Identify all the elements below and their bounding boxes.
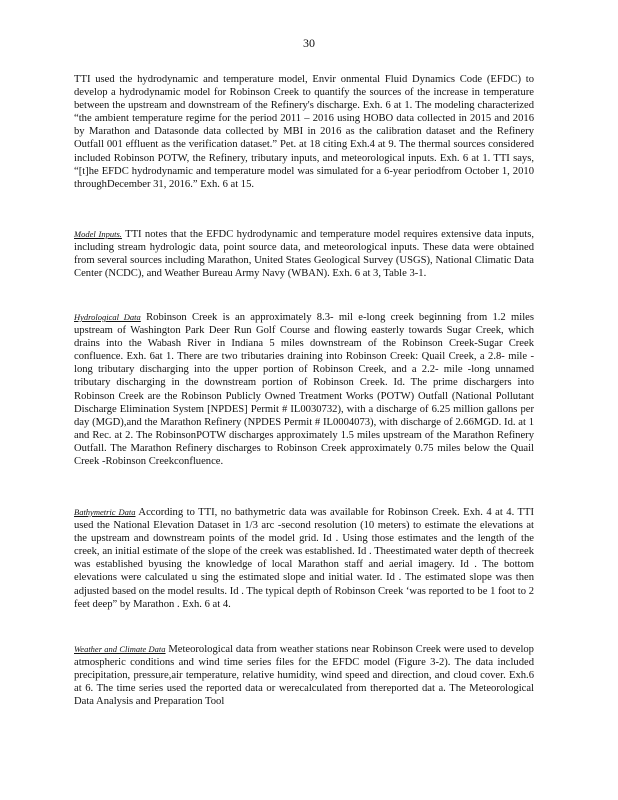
paragraph-text: TTI used the hydrodynamic and temperature model, Envir onmental Fluid Dynamics Code (EFDC) to develop a hydrodynamic model for Robinson Creek to quantify the sources of the increase in temperature between the upstream and downstream of the Refinery's discharge. Exh. 6 at 1. The modeling characterized “the ambient temperature regime for the period 2011 – 2016 using HOBO data collected in 2015 and 2016 by Marathon and Datasonde data collected by MBI in 2016 as the calibration dataset and the Refinery Outfall 001 effluent as the verification dataset.” Pet. at 18 citing Exh.4 at 9. The thermal sources considered included Robinson POTW, the Refinery, tributary inputs, and meteorological inputs. Exh. 6 at 1. TTI says, “[t]he EFDC hydrodynamic and temperature model was simulated for a 6-year periodfrom October 1, 2010 throughDecember 31, 2016.” Exh. 6 at 15. <box>74 74 534 190</box>
paragraph-weather-climate-data <box>74 643 534 708</box>
section-heading-bathymetric-data: Bathymetric Data <box>74 507 136 517</box>
paragraph-text: According to TTI, no bathymetric data was available for Robinson Creek. Exh. 4 at 4. TTI used the National Elevation Dataset in 1/3 arc -second resolution (10 meters) to estimate the elevations at the upstream and downstream points of the model grid. Id . Using those estimates and the length of the creek, an initial estimate of the slope of the creek was established. Id . Theestimated water depth of thecreek was established byusing the knowledge of local Marathon staff and aerial imagery. Id . The bottom elevations were calculated u sing the estimated slope and initial water. Id . The estimated slope was then adjusted based on the model results. Id . The typical depth of Robinson Creek ‘was reported to be 1 foot to 2 feet deep” by Marathon . Exh. 6 at 4. <box>74 507 534 610</box>
paragraph-bathymetric-data <box>74 506 534 611</box>
paragraph-model-inputs <box>74 228 534 280</box>
section-heading-weather-climate-data: Weather and Climate Data <box>74 644 166 654</box>
page-number: 30 <box>303 36 315 50</box>
section-heading-model-inputs: Model Inputs. <box>74 229 122 239</box>
section-heading-hydrological-data: Hydrological Data <box>74 312 141 322</box>
paragraph-efdc-model <box>74 73 534 191</box>
paragraph-text: TTI notes that the EFDC hydrodynamic and temperature model requires extensive data inputs, including stream hydrologic data, point source data, and meteorological inputs. These data were obtained from several sources including Marathon, United States Geological Survey (USGS), National Climatic Data Center (NCDC), and Weather Bureau Army Navy (WBAN). Exh. 6 at 3, Table 3-1. <box>74 229 535 280</box>
paragraph-hydrological-data <box>74 311 534 468</box>
paragraph-text: Meteorological data from weather stations near Robinson Creek were used to develop atmospheric conditions and wind time series files for the EFDC model (Figure 3-2). The data included precipitation, pressure,air temperature, relative humidity, wind speed and direction, and cloud cover. Exh.6 at 6. The time series used the reported data or werecalculated from thereported dat a. The Meteorological Data Analysis and Preparation Tool <box>74 644 534 708</box>
paragraph-text: Robinson Creek is an approximately 8.3- mil e-long creek beginning from 1.2 miles upstream of Washington Park Deer Run Golf Course and flowing easterly towards Sugar Creek, which drains into the Wabash River in Indiana 5 miles downstream of the Robinson Creek-Sugar Creek confluence. Exh. 6at 1. There are two tributaries draining into Robinson Creek: Quail Creek, a 2.8- mile -long tributary discharging into the upper portion of Robinson Creek, and a 2.2- mile -long unnamed tributary discharging in the downstream portion of Robinson Creek. Id. The prime dischargers into Robinson Creek are the Robinson Publicly Owned Treatment Works (POTW) Outfall (National Pollutant Discharge Elimination System [NPDES] Permit # IL0030732), with a discharge of 6.25 million gallons per day (MGD),and the Marathon Refinery (NPDES Permit # IL0004073), with discharge of 2.66MGD. Id. at 1 and Rec. at 2. The RobinsonPOTW discharges approximately 1.5 miles upstream of the Marathon Refinery Outfall. The Marathon Refinery discharges to Robinson Creek approximately 0.75 miles below the Quail Creek -Robinson Creekconfluence. <box>74 312 534 468</box>
